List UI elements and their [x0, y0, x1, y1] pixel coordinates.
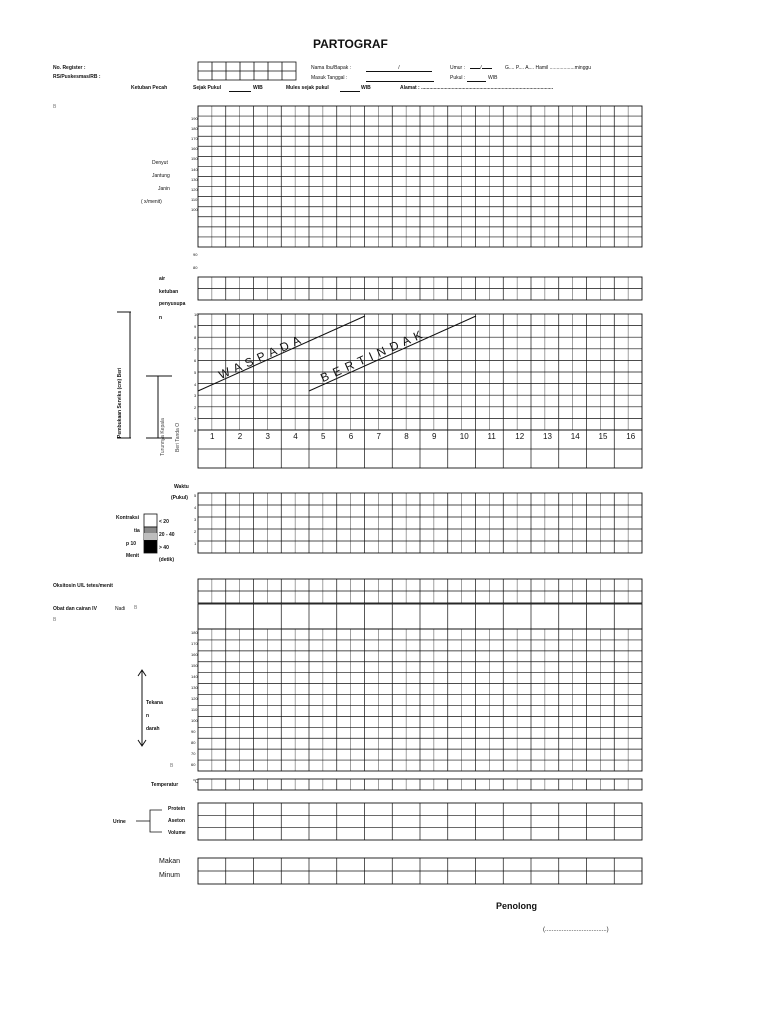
tekanan-label-3: darah — [146, 726, 160, 732]
obat-mark-2: B — [53, 617, 57, 623]
pukul-label: Pukul : — [450, 75, 466, 81]
hour-label-9: 9 — [432, 432, 437, 441]
kontraksi-label-3: p 10 — [126, 541, 137, 547]
minum-label: Minum — [159, 872, 181, 879]
cervix-tick-10: 10 — [194, 312, 199, 317]
obat-grid — [198, 604, 642, 629]
djj-label-3: Janin — [158, 186, 170, 192]
waktu-label: Waktu — [174, 484, 189, 490]
kontraksi-legend — [144, 514, 157, 553]
makan-label: Makan — [159, 858, 181, 865]
djj-tick-150: 150 — [191, 156, 198, 162]
tekanan-tick-70: 70 — [191, 751, 196, 756]
temperatur-unit: °C — [193, 779, 199, 785]
hour-label-2: 2 — [237, 432, 243, 441]
cervix-tick-4: 4 — [194, 381, 197, 387]
ketuban-label: ketuban — [159, 289, 179, 295]
nama-ibu-label: Nama Ibu/Bapak : — [311, 65, 352, 71]
sejak-pukul-label: Sejak Pukul — [193, 85, 222, 91]
cervix-tick-0: 0 — [194, 428, 197, 433]
legend-gt40: > 40 — [159, 545, 169, 551]
ketuban-pecah-label: Ketuban Pecah — [131, 85, 168, 91]
hour-label-3: 3 — [265, 432, 270, 441]
cervix-tick-5: 5 — [194, 370, 197, 375]
urine-volume: Volume — [168, 830, 186, 836]
oksitosin-label: Oksitosin U/L tetes/menit — [53, 583, 113, 589]
tekanan-label-1: Tekana — [146, 700, 163, 706]
nadi-label: Nadi — [115, 606, 126, 612]
tekanan-tick-80: 80 — [191, 740, 196, 745]
urine-brace — [136, 810, 162, 832]
pukul-sub-label: (Pukul) — [171, 495, 188, 501]
djj-tick-160: 160 — [191, 146, 198, 152]
kontraksi-tick-3: 3 — [194, 517, 197, 522]
kontraksi-tick-5: 5 — [194, 493, 197, 498]
bertindak-text: B E R T I N D A K — [318, 327, 426, 385]
top-mark: B — [53, 104, 57, 110]
mules-sejak-label: Mules sejak pukul — [286, 85, 329, 91]
page-title: PARTOGRAF — [313, 37, 388, 51]
tekanan-tick-110: 110 — [191, 707, 198, 712]
djj-label-2: Jantung — [152, 173, 170, 179]
temperatur-label: Temperatur — [151, 782, 179, 788]
djj-label-4: ( x/menit) — [141, 199, 162, 205]
tekanan-tick-100: 100 — [191, 718, 198, 723]
hour-label-15: 15 — [598, 432, 608, 441]
tekanan-mark: B — [170, 763, 174, 769]
tekanan-tick-60: 60 — [191, 762, 196, 767]
obat-mark: B — [134, 605, 138, 611]
cervix-tick-3: 3 — [194, 393, 197, 399]
obat-label: Obat dan cairan IV — [53, 606, 97, 612]
djj-tick-120: 120 — [191, 186, 198, 192]
alamat-field[interactable]: Alamat : ............................................................................................... — [400, 85, 554, 91]
kontraksi-tick-1: 1 — [194, 541, 197, 546]
pembukaan-label: Pembukaan Serviks (cm) Beri — [117, 367, 123, 438]
mules-wib: WIB — [361, 85, 371, 91]
tekanan-tick-130: 130 — [191, 685, 198, 690]
pukul-wib: WIB — [488, 75, 498, 81]
hour-label-16: 16 — [626, 432, 636, 441]
djj-tick-110: 110 — [191, 196, 198, 202]
hour-label-12: 12 — [515, 432, 525, 441]
tekanan-tick-120: 120 — [191, 696, 198, 701]
kontraksi-label-1: Kontraksi — [116, 515, 140, 521]
sejak-wib: WIB — [253, 85, 263, 91]
djj-tick-extra-80: 80 — [193, 265, 198, 270]
djj-grid — [198, 106, 642, 247]
air-ketuban-grid — [198, 277, 642, 300]
kontraksi-label-2: tia — [134, 528, 140, 534]
hour-label-4: 4 — [293, 432, 298, 441]
kontraksi-tick-2: 2 — [194, 529, 197, 534]
djj-tick-extra-90: 90 — [193, 252, 198, 257]
turunnya-bracket — [146, 376, 172, 438]
kontraksi-label-4: Menit — [126, 553, 140, 559]
urine-aseton: Aseton — [168, 818, 185, 824]
djj-label-1: Denyut — [152, 160, 168, 166]
tekanan-tick-170: 170 — [191, 641, 198, 646]
umur-slash: / — [480, 65, 482, 71]
hour-label-6: 6 — [348, 432, 354, 441]
djj-tick-140: 140 — [191, 166, 198, 172]
rs-puskesmas-label: RS/Puskesmas/RB : — [53, 74, 101, 80]
cervix-tick-6: 6 — [194, 358, 197, 364]
tekanan-arrow — [138, 670, 146, 746]
turunnya-label: Turunnya Kepala — [160, 418, 166, 456]
urine-label: Urine — [113, 819, 126, 825]
register-boxes — [198, 62, 296, 80]
cervix-tick-2: 2 — [194, 404, 197, 410]
cervix-tick-7: 7 — [194, 346, 197, 352]
kontraksi-tick-4: 4 — [194, 505, 197, 510]
temperatur-grid — [198, 779, 642, 790]
cervix-tick-1: 1 — [194, 416, 197, 422]
djj-tick-100: 100 — [191, 206, 198, 212]
makan-grid — [198, 858, 642, 884]
legend-lt20: < 20 — [159, 519, 169, 525]
cervix-tick-8: 8 — [194, 335, 197, 341]
detik-label: (detik) — [159, 557, 174, 563]
umur-label: Umur : — [450, 65, 465, 71]
masuk-tanggal-label: Masuk Tanggal : — [311, 75, 348, 81]
tekanan-tick-180: 180 — [191, 630, 198, 635]
beri-tanda-label: Beri Tanda O — [175, 422, 181, 452]
hour-label-14: 14 — [570, 432, 580, 441]
kontraksi-grid — [198, 493, 642, 553]
cervix-tick-9: 9 — [194, 323, 197, 329]
hour-label-10: 10 — [459, 432, 469, 441]
urine-grid — [198, 803, 642, 840]
air-label: air — [159, 276, 166, 282]
hour-label-5: 5 — [321, 432, 326, 441]
tekanan-tick-140: 140 — [191, 674, 198, 679]
nama-slash: / — [398, 65, 400, 71]
hour-label-13: 13 — [543, 432, 552, 441]
legend-20-40: 20 - 40 — [159, 532, 175, 538]
hour-label-8: 8 — [404, 432, 409, 441]
djj-tick-130: 130 — [191, 176, 198, 182]
tekanan-tick-90: 90 — [191, 729, 196, 734]
hour-label-11: 11 — [487, 432, 496, 441]
tekanan-tick-150: 150 — [191, 663, 198, 668]
no-register-label: No. Register : — [53, 65, 86, 71]
waspada-text: W A S P A D A — [216, 332, 304, 382]
tekanan-label-2: n — [146, 713, 150, 719]
penolong-label: Penolong — [496, 901, 537, 911]
penolong-signature[interactable]: (.....................................) — [543, 927, 609, 933]
tekanan-tick-160: 160 — [191, 652, 198, 657]
oksitosin-grid — [198, 579, 642, 603]
urine-protein: Protein — [168, 806, 186, 812]
hour-label-1: 1 — [210, 432, 215, 441]
penyusupan-n: n — [159, 315, 163, 321]
penyusupan-label: penyusupa — [159, 301, 186, 307]
djj-tick-180: 180 — [191, 126, 198, 132]
hour-label-7: 7 — [376, 432, 381, 441]
djj-tick-170: 170 — [191, 136, 198, 142]
djj-tick-190: 190 — [191, 116, 198, 121]
gpa-field[interactable]: G.... P.... A.... Hamil ..................minggu — [505, 65, 592, 71]
tekanan-grid — [198, 629, 642, 771]
